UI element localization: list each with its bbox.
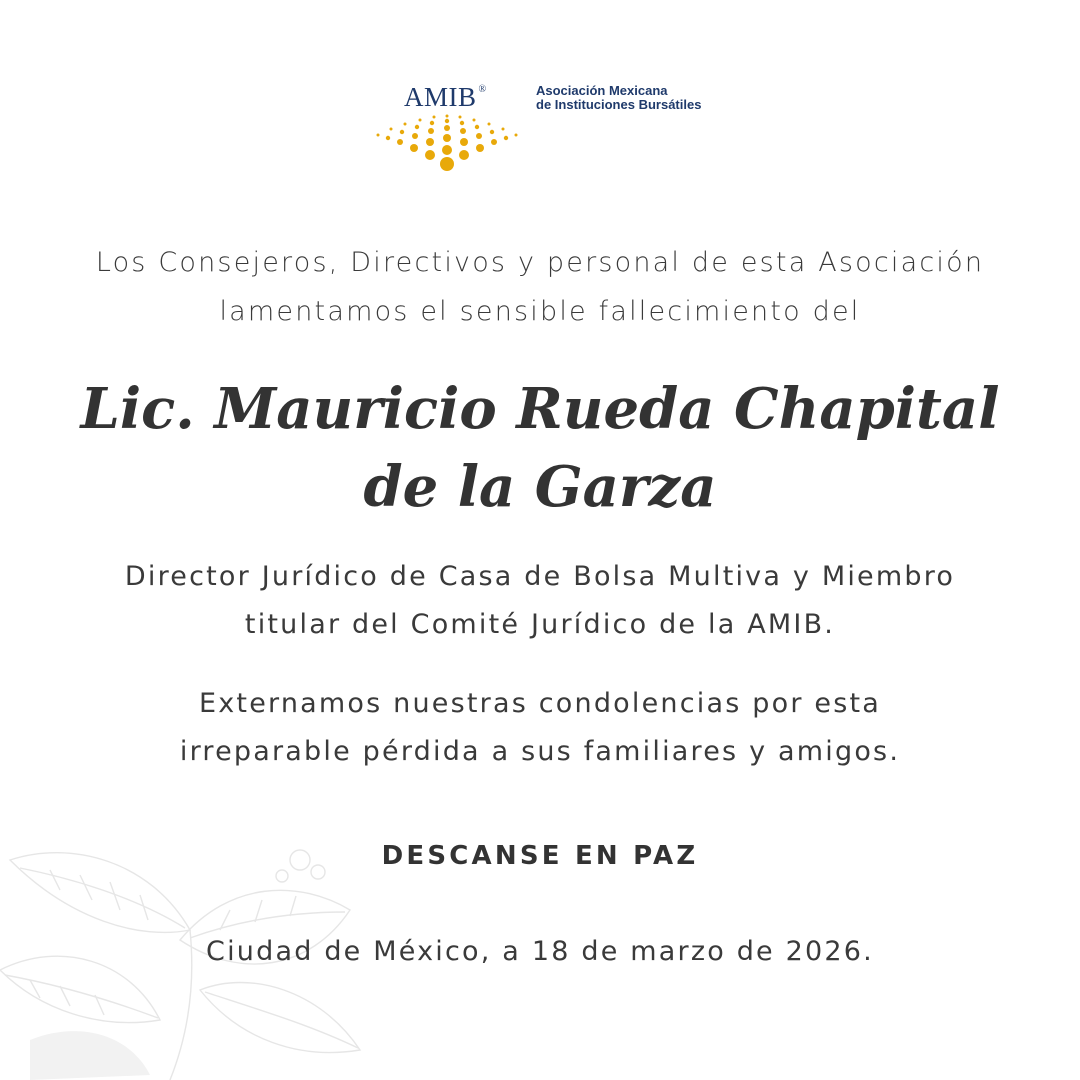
rest-in-peace-heading: DESCANSE EN PAZ (381, 841, 699, 871)
condolence-line2: irreparable pérdida a sus familiares y amigos. (179, 736, 901, 767)
deceased-name-line2: de la Garza (363, 454, 717, 520)
association-name-line1: Asociación Mexicana (536, 83, 668, 98)
amib-logo (370, 78, 730, 178)
condolence-text (0, 680, 1080, 776)
association-name-line2: de Instituciones Bursátiles (536, 97, 702, 112)
intro-line2: lamentamos el sensible fallecimiento del (219, 296, 861, 327)
role-line1: Director Jurídico de Casa de Bolsa Multiva y Miembro (124, 561, 956, 592)
deceased-role (0, 553, 1080, 649)
amib-wordmark: AMIB ® (404, 82, 487, 112)
intro-line1: Los Consejeros, Directivos y personal de esta Asociación (95, 247, 985, 278)
deceased-name-line1: Lic. Mauricio Rueda Chapital (80, 376, 1000, 442)
deceased-name (0, 370, 1080, 526)
role-line2: titular del Comité Jurídico de la AMIB. (244, 609, 836, 640)
association-name (536, 84, 701, 112)
condolence-line1: Externamos nuestras condolencias por esta (198, 688, 882, 719)
place-date: Ciudad de México, a 18 de marzo de 2026. (206, 936, 874, 967)
intro-text (0, 238, 1080, 336)
